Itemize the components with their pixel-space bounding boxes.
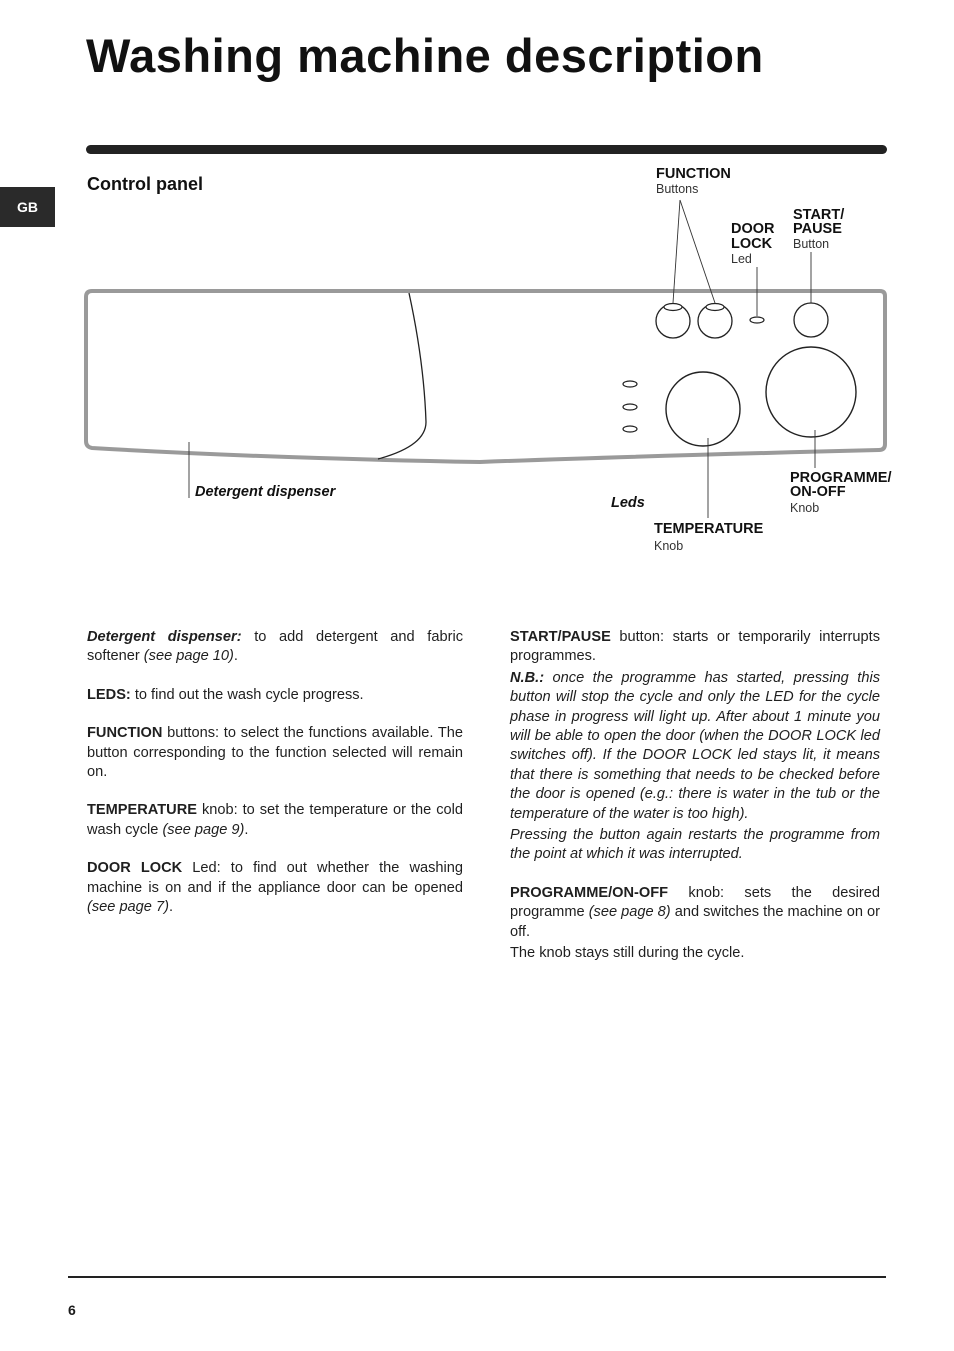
programme-note: The knob stays still during the cycle. [510,945,745,962]
door-lock-text: Led: to find out whether the washing machine is on and if the appliance door can be opened [87,860,463,896]
function-label: FUNCTION [656,166,731,182]
page-title: Washing machine description [86,29,764,82]
function-sub-label: Buttons [656,182,699,196]
temperature-knob [666,372,740,446]
page-number: 6 [68,1302,76,1318]
programme-description [510,884,880,942]
programme-label-1: PROGRAMME/ [790,470,892,486]
detergent-dispenser-label: Detergent dispenser [195,484,336,500]
programme-term: PROGRAMME/ON-OFF [510,884,669,901]
panel-outline [86,291,885,462]
door-lock-ref: (see page 7) [87,899,169,916]
door-lock-end: . [168,899,174,916]
progress-led-3 [623,426,637,432]
programme-text: knob: sets the desired programme [510,884,880,921]
temperature-term: TEMPERATURE [87,802,197,819]
detergent-description [87,628,463,667]
door-lock-label-1: DOOR [731,221,775,237]
function-description [87,724,463,782]
leds-term: LEDS: [87,686,131,703]
detergent-end: . [233,648,238,665]
start-pause-button [794,303,828,337]
start-pause-description [510,628,880,667]
function-leader-2 [680,200,715,303]
door-lock-led [750,317,764,323]
programme-label-2: ON-OFF [790,484,846,500]
programme-knob [766,347,856,437]
section-heading: Control panel [87,174,203,194]
nb-note [510,669,880,824]
start-pause-text: button: starts or temporarily interrupts programmes. [510,629,880,665]
door-lock-term: DOOR LOCK [87,860,183,877]
leds-text: to find out the wash cycle progress. [130,686,364,703]
nb-note-continued: Pressing the button again restarts the programme from the point at which it was interrupted. [510,827,880,863]
door-lock-sub-label: Led [731,252,752,266]
programme-ref: (see page 8) [588,904,671,921]
detergent-drawer-edge [378,293,426,459]
temperature-sub-label: Knob [654,539,684,553]
function-led-1 [664,304,682,311]
start-pause-label-1: START/ [793,207,845,223]
temperature-ref: (see page 9) [162,821,245,838]
left-description-column [87,628,463,917]
nb-text: once the programme has started, pressing this button will stop the cycle and only the LED for the cycle phase in progress will light up. After about 1 minute you will be able to open the door (when the DOOR LOCK led switches off). If the DOOR LOCK led stays lit, it means that there is something that needs to be checked before the door is opened (e.g.: there is water in the tub or the temperature of the water is too high). [510,669,880,822]
temperature-text: knob: to set the temperature or the cold wash cycle [87,802,463,838]
door-lock-label-2: LOCK [731,236,773,252]
leds-description [87,686,463,705]
programme-text-2: and switches the machine on or off. [510,904,881,940]
function-led-2 [706,304,724,311]
function-term: FUNCTION [87,725,163,742]
detergent-text: to add detergent and fabric softener [87,629,463,665]
start-pause-label-2: PAUSE [793,221,842,237]
language-tab: GB [0,187,55,227]
temperature-end: . [244,821,249,838]
start-pause-term: START/PAUSE [510,629,611,645]
nb-term: N.B.: [510,669,545,686]
footer-divider [68,1276,886,1278]
programme-sub-label: Knob [790,501,820,515]
temperature-label: TEMPERATURE [654,521,764,537]
function-leader-1 [673,200,680,303]
leds-label: Leds [611,495,645,511]
right-description-column [510,628,880,964]
progress-led-1 [623,381,637,387]
progress-led-2 [623,404,637,410]
detergent-term: Detergent dispenser: [87,629,242,645]
detergent-ref: (see page 10) [143,648,234,665]
door-lock-description [87,859,463,917]
start-pause-sub-label: Button [793,237,830,251]
function-text: buttons: to select the functions available. The button corresponding to the function selected will remain on. [87,725,463,781]
temperature-description [87,801,463,840]
